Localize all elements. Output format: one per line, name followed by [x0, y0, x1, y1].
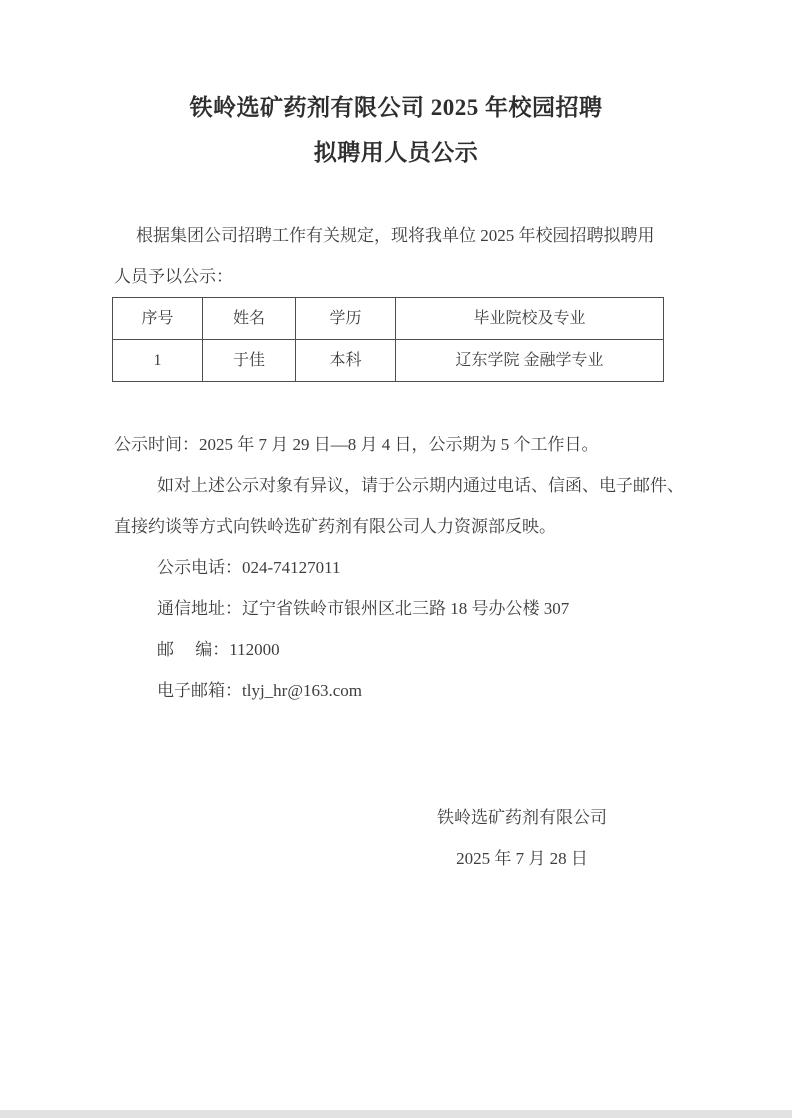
signature-date: 2025 年 7 月 28 日	[456, 849, 588, 868]
intro-line-2: 人员予以公示：	[114, 267, 233, 286]
document-title	[0, 0, 792, 175]
header-cell-number: 序号	[113, 298, 203, 340]
body-paragraphs	[114, 424, 682, 711]
intro-line-1: 根据集团公司招聘工作有关规定，现将我单位 2025 年校园招聘拟聘用	[136, 226, 655, 245]
candidates-table	[112, 297, 664, 382]
postcode-line: 邮 编：112000	[157, 640, 280, 659]
cell-school-major: 辽东学院 金融学专业	[396, 340, 664, 382]
email-line: 电子邮箱：tlyj_hr@163.com	[157, 681, 363, 700]
table-row	[113, 340, 664, 382]
header-cell-education: 学历	[296, 298, 396, 340]
header-cell-name: 姓名	[203, 298, 296, 340]
publicity-period-line: 公示时间：2025 年 7 月 29 日—8 月 4 日，公示期为 5 个工作日。	[114, 435, 599, 454]
title-line-1: 铁岭选矿药剂有限公司 2025 年校园招聘	[189, 95, 603, 120]
intro-paragraph	[114, 215, 682, 297]
objection-line-2: 直接约谈等方式向铁岭选矿药剂有限公司人力资源部反映。	[114, 517, 556, 536]
cell-name: 于佳	[203, 340, 296, 382]
bottom-edge-bar	[0, 1110, 792, 1118]
signature-company: 铁岭选矿药剂有限公司	[437, 808, 607, 827]
cell-education: 本科	[296, 340, 396, 382]
signature-block	[412, 797, 632, 879]
address-line: 通信地址：辽宁省铁岭市银州区北三路 18 号办公楼 307	[157, 599, 570, 618]
objection-line-1: 如对上述公示对象有异议，请于公示期内通过电话、信函、电子邮件、	[157, 476, 684, 495]
header-cell-school-major: 毕业院校及专业	[396, 298, 664, 340]
phone-line: 公示电话：024-74127011	[157, 558, 341, 577]
table-header-row	[113, 298, 664, 340]
title-line-2: 拟聘用人员公示	[313, 140, 479, 165]
cell-number: 1	[113, 340, 203, 382]
